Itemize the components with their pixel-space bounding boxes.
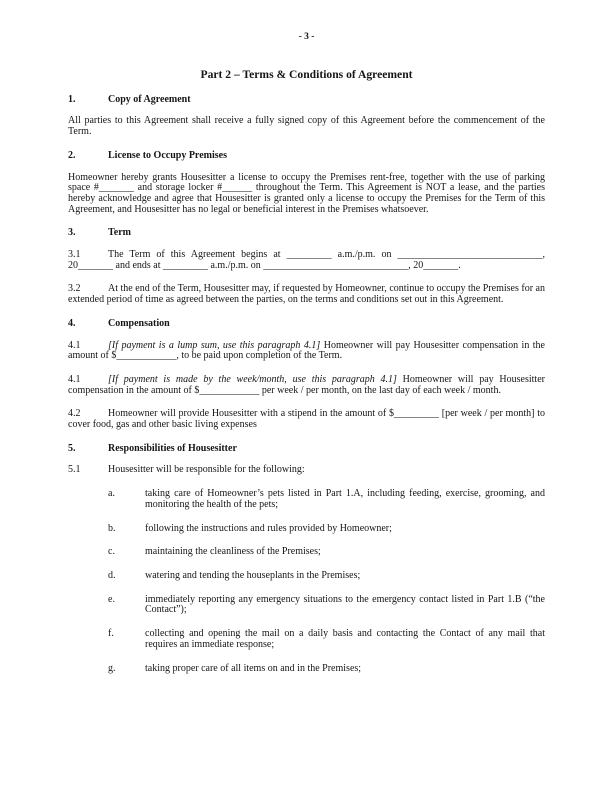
list-item-letter: f. — [108, 628, 114, 640]
paragraph: All parties to this Agreement shall receive a fully signed copy of this Agreement before the commencement of the Term. — [68, 115, 545, 138]
clause-3-2 — [68, 284, 545, 305]
clause-text: Housesitter will be responsible for the following: — [108, 464, 305, 476]
section-heading-row — [68, 228, 545, 239]
clause-text: Homeowner will provide Housesitter with a stipend in the amount of $_________ [per week / per month] to cover food, gas and other basic living expenses — [68, 408, 545, 431]
list-item-g — [108, 664, 545, 675]
section-number: 2. — [68, 149, 76, 161]
list-item-text: following the instructions and rules provided by Homeowner; — [145, 522, 392, 534]
list-item-letter: b. — [108, 522, 116, 534]
clause-text: At the end of the Term, Housesitter may, if requested by Homeowner, continue to occupy the Premises for an extended period of time as agreed between the parties, on the terms and conditions set out in this Agreement. — [68, 283, 545, 306]
section-heading: Responsibilities of Housesitter — [108, 442, 237, 454]
section-number: 4. — [68, 317, 76, 329]
clause-number: 3.1 — [68, 249, 81, 261]
section-heading-row — [68, 319, 545, 330]
clause-5-1 — [68, 465, 545, 476]
list-item-letter: d. — [108, 569, 116, 581]
section-heading: Compensation — [108, 317, 170, 329]
list-item-letter: e. — [108, 593, 115, 605]
list-item-text: taking care of Homeowner’s pets listed in Part 1.A, including feeding, exercise, grooming, and monitoring the health of the pets; — [145, 488, 545, 510]
list-item-c — [108, 547, 545, 558]
section-heading: Copy of Agreement — [108, 93, 191, 105]
clause-number: 4.1 — [68, 373, 81, 385]
section-term — [68, 228, 545, 306]
clause-instruction-italic: [If payment is a lump sum, use this paragraph 4.1] — [108, 339, 321, 351]
clause-number: 4.2 — [68, 408, 81, 420]
section-heading: Term — [108, 227, 131, 239]
clause-text: The Term of this Agreement begins at _________ a.m./p.m. on _____________________________, 20_______ and ends at _________ a.m./p.m. on _____________________________, 20_______. — [68, 249, 545, 271]
section-heading-row — [68, 151, 545, 162]
section-number: 5. — [68, 442, 76, 454]
clause-4-1-weekly — [68, 375, 545, 396]
page-number: - 3 - — [298, 32, 315, 42]
list-item-letter: a. — [108, 488, 115, 500]
section-license-to-occupy — [68, 151, 545, 216]
section-heading-row — [68, 444, 545, 455]
section-compensation — [68, 319, 545, 431]
clause-text: Homeowner will pay Housesitter compensation in the amount of $____________, to be paid upon completion of the Term. — [68, 339, 545, 362]
clause-4-1-lump-sum — [68, 341, 545, 362]
paragraph: Homeowner hereby grants Housesitter a license to occupy the Premises rent-free, together with the use of parking space #_______ and storage locker #______ throughout the Term. This Agreement is NOT a lease, and the parties hereby acknowledge and agree that Housesitter is granted only a license to occupy the Premises for the Term of this Agreement, and Housesitter has no legal or beneficial interest in the Premises whatsoever. — [68, 171, 545, 215]
section-responsibilities — [68, 444, 545, 674]
section-heading: License to Occupy Premises — [108, 149, 227, 161]
list-item-b — [108, 524, 545, 535]
list-item-text: immediately reporting any emergency situations to the emergency contact listed in Part 1.B (“the Contact”); — [145, 593, 545, 616]
clause-4-2 — [68, 409, 545, 430]
list-item-a — [108, 489, 545, 510]
clause-3-1 — [68, 250, 545, 271]
list-item-text: collecting and opening the mail on a daily basis and contacting the Contact of any mail that requires an immediate response; — [145, 628, 545, 650]
list-item-f — [108, 629, 545, 650]
section-copy-of-agreement — [68, 95, 545, 138]
clause-number: 5.1 — [68, 464, 81, 476]
section-number: 1. — [68, 93, 76, 105]
list-item-d — [108, 571, 545, 582]
list-item-text: taking proper care of all items on and in the Premises; — [145, 662, 362, 674]
list-item-letter: g. — [108, 662, 116, 674]
list-item-text: maintaining the cleanliness of the Premises; — [145, 546, 321, 558]
clause-number: 4.1 — [68, 339, 81, 351]
clause-text: Homeowner will pay Housesitter compensation in the amount of $____________ per week / per month, on the last day of each week / month. — [68, 373, 545, 396]
clause-number: 3.2 — [68, 283, 81, 295]
section-heading-row — [68, 95, 545, 106]
list-item-letter: c. — [108, 546, 115, 558]
list-item-text: watering and tending the houseplants in the Premises; — [145, 569, 361, 581]
clause-instruction-italic: [If payment is made by the week/month, use this paragraph 4.1] — [108, 373, 397, 385]
list-item-e — [108, 595, 545, 616]
section-number: 3. — [68, 227, 76, 239]
document-title: Part 2 – Terms & Conditions of Agreement — [200, 67, 413, 81]
